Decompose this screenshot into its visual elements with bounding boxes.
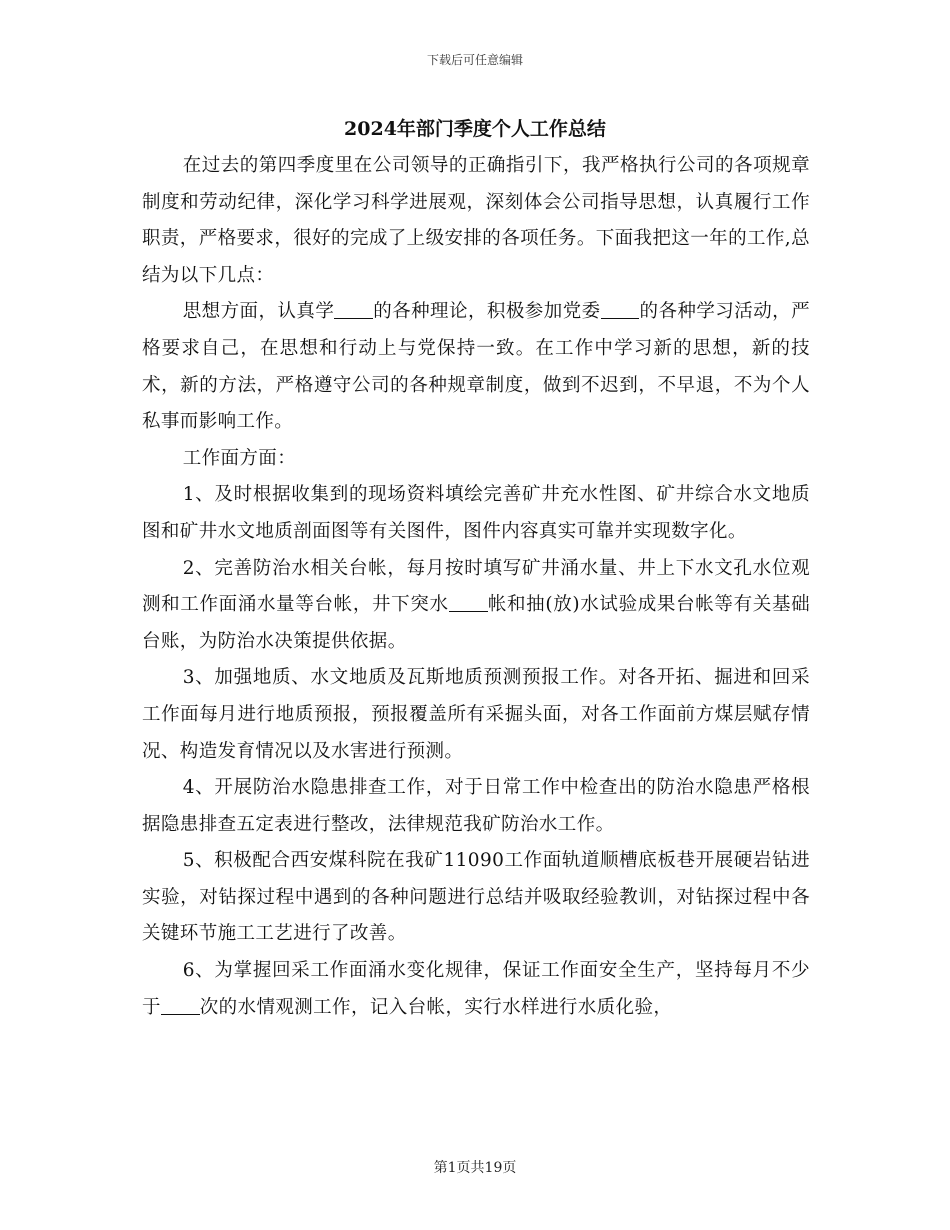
document-body [142,148,810,1026]
paragraph-text: 思想方面，认真学 [182,301,335,323]
paragraph-text: 1、及时根据收集到的现场资料填绘完善矿井充水性图、矿井综合水文地质图和矿井水文地质剖面图等有关图件，图件内容真实可靠并实现数字化。 [142,484,810,542]
paragraph-text: 工作面方面： [182,447,297,469]
body-paragraph [142,770,810,843]
fill-in-blank [449,593,488,613]
paragraph-text: 4、开展防治水隐患排查工作，对于日常工作中检查出的防治水隐患严格根据隐患排查五定表进行整改，法律规范我矿防治水工作。 [142,777,810,835]
paragraph-text: 2、完善防治水相关台帐，每月按时填写矿井涌水量、井上下水文孔水位观测和工作面涌水量等台帐，井下突水 [142,557,810,616]
page-number: 第1页共19页 [433,1160,517,1176]
fill-in-blank [334,300,373,320]
body-paragraph [142,294,810,440]
paragraph-text: 在过去的第四季度里在公司领导的正确指引下，我严格执行公司的各项规章制度和劳动纪律，深化学习科学进展观，深刻体会公司指导思想，认真履行工作职责，严格要求，很好的完成了上级安排的各项任务。下面我把这一年的工作,总结为以下几点： [142,155,810,286]
paragraph-text: 的各种学习活动，严格要求自己，在思想和行动上与党保持一致。在工作中学习新的思想，新的技术，新的方法，严格遵守公司的各种规章制度，做到不迟到，不早退，不为个人私事而影响工作。 [142,301,810,433]
body-paragraph [142,953,810,1026]
header-note: 下载后可任意编辑 [426,53,523,67]
paragraph-text: 次的水情观测工作，记入台帐，实行水样进行水质化验， [199,996,673,1018]
paragraph-text: 6、为掌握回采工作面涌水变化规律，保证工作面安全生产，坚持每月不少于 [142,960,810,1018]
paragraph-text: 帐和抽(放)水试验成果台帐等有关基础台账，为防治水决策提供依据。 [142,594,811,652]
body-paragraph [142,551,810,661]
body-paragraph [142,441,810,478]
body-paragraph [142,660,810,770]
paragraph-text: 的各种理论，积极参加党委 [373,301,601,323]
fill-in-blank [601,300,640,320]
body-paragraph [142,148,810,294]
body-paragraph [142,477,810,550]
paragraph-text: 3、加强地质、水文地质及瓦斯地质预测预报工作。对各开拓、掘进和回采工作面每月进行地质预报，预报覆盖所有采掘头面，对各工作面前方煤层赋存情况、构造发育情况以及水害进行预测。 [142,667,810,762]
paragraph-text: 5、积极配合西安煤科院在我矿11090工作面轨道顺槽底板巷开展硬岩钻进实验，对钻探过程中遇到的各种问题进行总结并吸取经验教训，对钻探过程中各关键环节施工工艺进行了改善。 [142,850,810,945]
document-title: 2024年部门季度个人工作总结 [344,118,606,140]
body-paragraph [142,843,810,953]
fill-in-blank [161,995,200,1015]
